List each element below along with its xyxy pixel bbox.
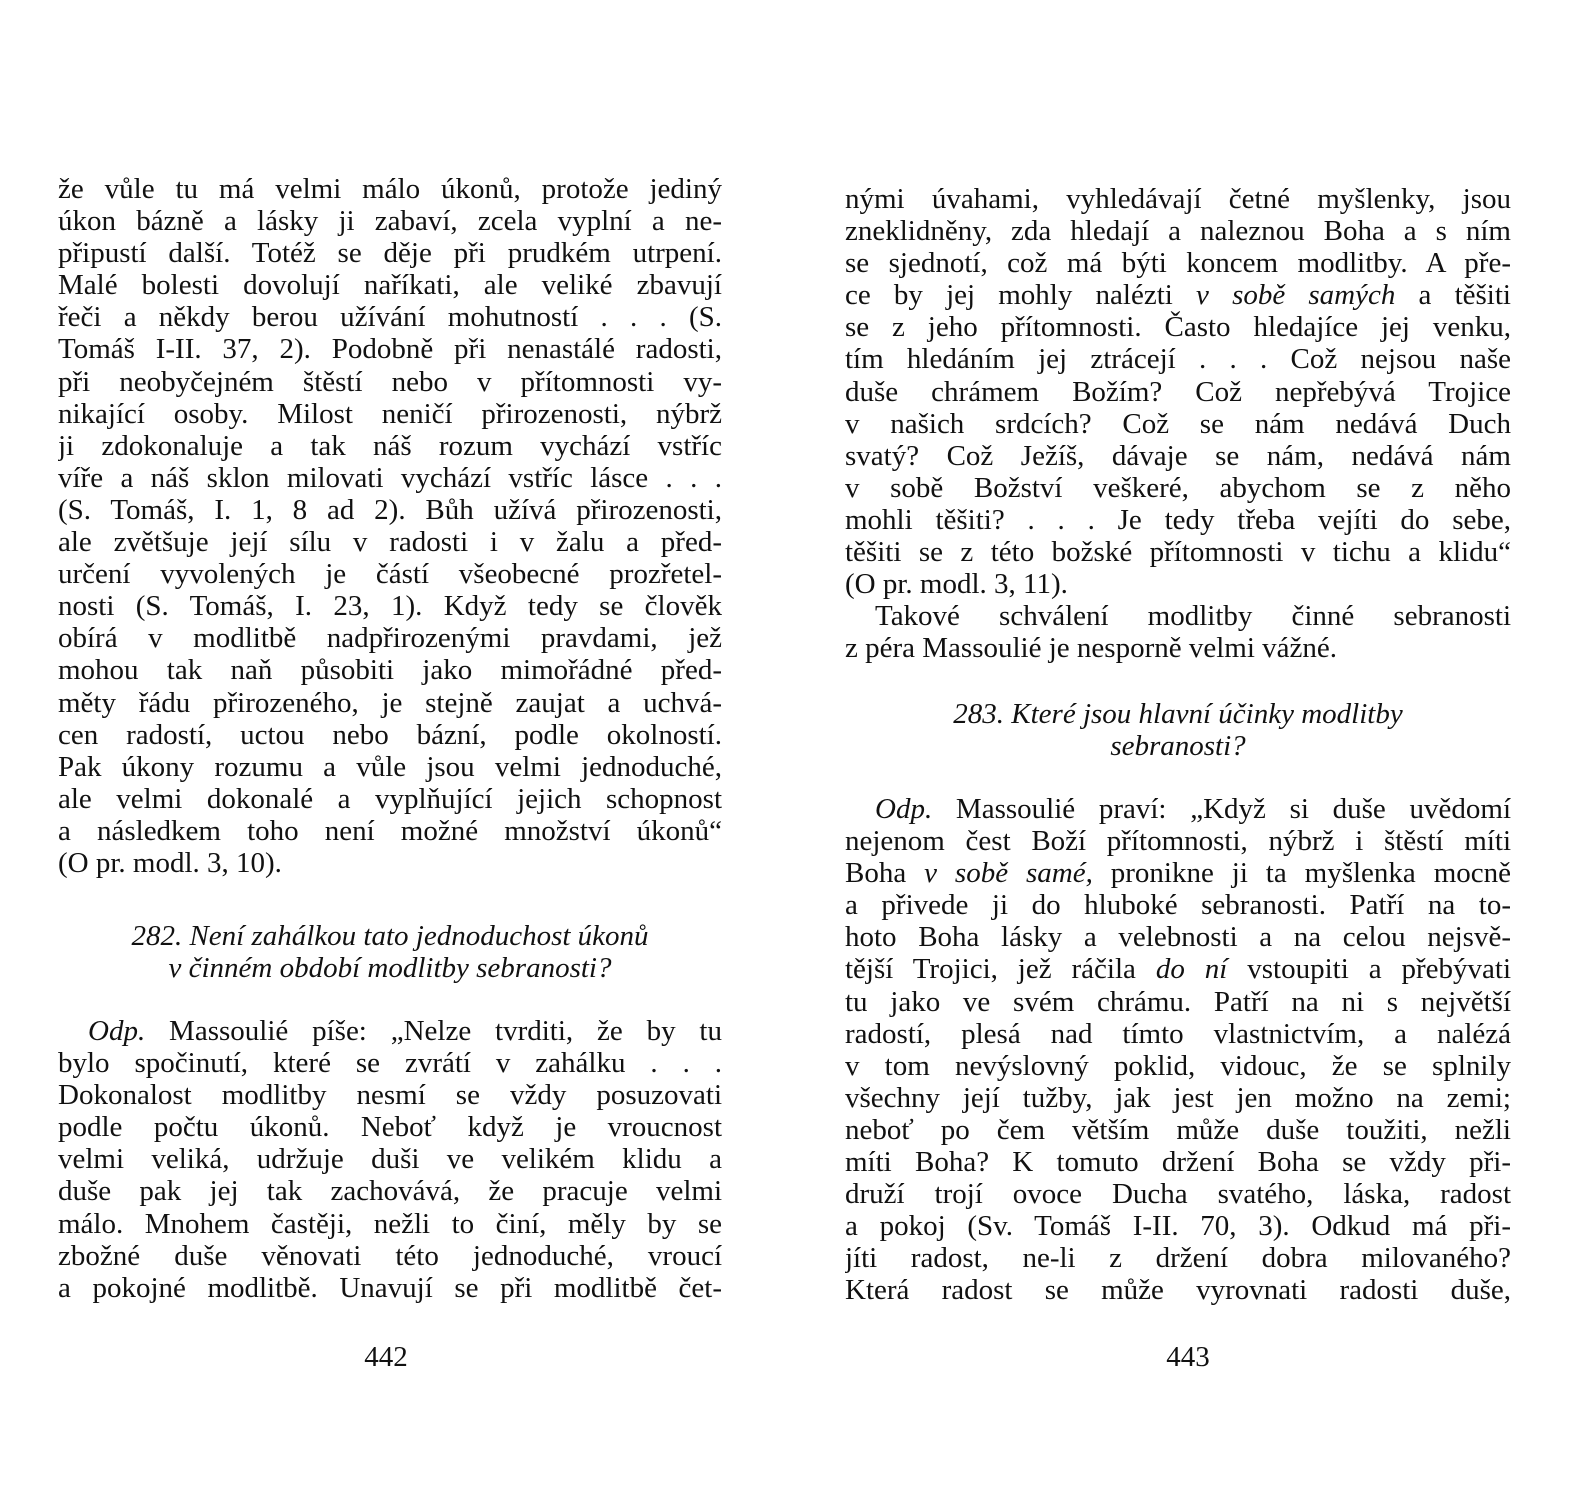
text-line: v sobě Božství veškeré, abychom se z něho [845, 471, 1511, 504]
question-heading-282 [58, 920, 722, 984]
page-number: 443 [1166, 1341, 1210, 1373]
text-line: Malé bolesti dovolují naříkati, ale veliké zbavují [58, 269, 722, 302]
answer-first-text: Massoulié praví: „Když si duše uvědomí [932, 793, 1511, 825]
text-line: duše pak jej tak zachovává, že pracuje velmi [58, 1175, 722, 1208]
right-page [785, 0, 1570, 1500]
text-line: mohou tak naň působiti jako mimořádné před- [58, 654, 722, 687]
text-line: a pokoj (Sv. Tomáš I-II. 70, 3). Odkud má při- [845, 1210, 1511, 1243]
text-line: mohli těšiti? . . . Je tedy třeba vejíti do sebe, [845, 503, 1511, 536]
text-line: bylo spočinutí, které se zvrátí v zahálku . . . [58, 1047, 722, 1080]
left-answer-paragraph [58, 1015, 722, 1304]
page-number: 442 [364, 1341, 408, 1373]
text-line: těšiti se z této božské přítomnosti v tichu a klidu“ [845, 536, 1511, 569]
answer-first-line [845, 793, 1511, 825]
text-line: nosti (S. Tomáš, I. 23, 1). Když tedy se člověk [58, 590, 722, 623]
text-line: cen radostí, uctou nebo bázní, podle okolností. [58, 718, 722, 751]
text-line: (O pr. modl. 3, 11). [845, 568, 1068, 601]
text-line-with-emphasis [845, 857, 1511, 889]
text-line: neboť po čem větším může duše toužiti, nežli [845, 1113, 1511, 1146]
text-line: v tom nevýslovný poklid, vidouc, že se splnily [845, 1049, 1511, 1082]
text-line: tím hledáním jej ztrácejí . . . Což nejsou naše [845, 343, 1511, 376]
emphasis-text: do ní [1155, 953, 1228, 986]
text-line: velmi veliká, udržuje duši ve velikém klidu a [58, 1143, 722, 1176]
text-line: podle počtu úkonů. Neboť když je vroucnost [58, 1111, 722, 1144]
answer-first-text: Massoulié píše: „Nelze tvrditi, že by tu [145, 1015, 722, 1047]
text-line: Dokonalost modlitby nesmí se vždy posuzovati [58, 1079, 722, 1112]
text-line: že vůle tu má velmi málo úkonů, protože jediný [58, 173, 722, 205]
text-line: v našich srdcích? Což se nám nedává Duch [845, 407, 1511, 440]
question-heading-283 [845, 698, 1511, 762]
text-line: při neobyčejném štěstí nebo v přítomnosti vy- [58, 365, 722, 398]
text-line: z péra Massoulié je nesporně velmi vážné. [845, 632, 1338, 665]
heading-line: 282. Není zahálkou tato jednoduchost úkonů [131, 920, 649, 952]
text-line: a přivede ji do hluboké sebranosti. Patří na to- [845, 889, 1511, 922]
text-line: a pokojné modlitbě. Unavují se při modlitbě čet- [58, 1271, 722, 1304]
answer-first-line [58, 1015, 722, 1047]
text-line: nikající osoby. Milost neničí přirozenosti, nýbrž [58, 397, 722, 430]
heading-line: 283. Které jsou hlavní účinky modlitby [953, 698, 1403, 730]
text-line: zneklidněny, zda hledají a naleznou Boha a s ním [845, 215, 1511, 248]
text-line: hoto Boha lásky a velebnosti a na celou nejsvě- [845, 921, 1511, 954]
answer-label: Odp. [875, 793, 933, 825]
text-line: Která radost se může vyrovnati radosti duše, [845, 1274, 1511, 1307]
text-line: úkon bázně a lásky ji zabaví, zcela vyplní a ne- [58, 205, 722, 238]
text-line: se sjednotí, což má býti koncem modlitby. A pře- [845, 247, 1511, 280]
text-line: svatý? Což Ježíš, dávaje se nám, nedává nám [845, 439, 1511, 472]
line-text: pronikne ji ta myšlenka mocně [1092, 857, 1511, 890]
emphasis-text: v sobě samých [1196, 279, 1396, 312]
text-line: (S. Tomáš, I. 1, 8 ad 2). Bůh užívá přirozenosti, [58, 493, 722, 526]
text-line: málo. Mnohem častěji, nežli to činí, měly by se [58, 1207, 722, 1240]
text-line: zbožné duše věnovati této jednoduché, vroucí [58, 1239, 722, 1272]
answer-label: Odp. [88, 1015, 146, 1047]
text-line: Takové schválení modlitby činné sebranosti [875, 600, 1511, 633]
text-line: nými úvahami, vyhledávají četné myšlenky, jsou [845, 183, 1511, 215]
line-text: ce by jej mohly nalézti [845, 279, 1197, 312]
text-line: (O pr. modl. 3, 10). [58, 846, 282, 879]
heading-line: sebranosti? [1110, 730, 1246, 763]
emphasis-text: v sobě samé, [924, 857, 1093, 890]
text-line: míti Boha? K tomuto držení Boha se vždy při- [845, 1146, 1511, 1179]
text-line: měty řádu přirozeného, je stejně zaujat a uchvá- [58, 686, 722, 719]
line-text: tější Trojici, jež ráčila [845, 953, 1156, 986]
line-text: a těšiti [1395, 279, 1511, 312]
text-line: připustí další. Totéž se děje při prudkém utrpení. [58, 237, 722, 270]
text-line: duše chrámem Božím? Což nepřebývá Trojice [845, 375, 1511, 408]
text-line: ji zdokonaluje a tak náš rozum vychází vstříc [58, 429, 722, 462]
text-line: ale velmi dokonalé a vyplňující jejich schopnost [58, 782, 722, 815]
right-top-paragraph [845, 183, 1511, 664]
text-line: víře a náš sklon milovati vychází vstříc lásce . . . [58, 461, 722, 494]
text-line: nejenom čest Boží přítomnosti, nýbrž i štěstí míti [845, 825, 1511, 858]
text-line: ale zvětšuje její sílu v radosti i v žalu a před- [58, 526, 722, 559]
text-line: jíti radost, ne-li z držení dobra milovaného? [845, 1242, 1511, 1275]
text-line-with-emphasis [845, 953, 1511, 985]
text-line: Pak úkony rozumu a vůle jsou velmi jednoduché, [58, 750, 722, 783]
text-line: tu jako ve svém chrámu. Patří na ni s největší [845, 985, 1511, 1018]
text-line: určení vyvolených je částí všeobecné prozřetel- [58, 558, 722, 591]
text-line: řeči a někdy berou užívání mohutností . . . (S. [58, 301, 722, 334]
text-line-with-emphasis [845, 279, 1511, 311]
right-answer-paragraph [845, 793, 1511, 1307]
text-line: se z jeho přítomnosti. Často hledajíce jej venku, [845, 311, 1511, 344]
heading-line: v činném období modlitby sebranosti? [168, 952, 612, 985]
left-top-paragraph [58, 173, 722, 879]
line-text: Boha [845, 857, 925, 890]
text-line: a následkem toho není možné množství úkonů“ [58, 814, 722, 847]
text-line: Tomáš I-II. 37, 2). Podobně při nenastálé radosti, [58, 333, 722, 366]
line-text: vstoupiti a přebývati [1227, 953, 1511, 986]
text-line: obírá v modlitbě nadpřirozenými pravdami, jež [58, 622, 722, 655]
text-line: všechny její tužby, jak jest jen možno na zemi; [845, 1081, 1511, 1114]
text-line: druží trojí ovoce Ducha svatého, láska, radost [845, 1178, 1511, 1211]
text-line: radostí, plesá nad tímto vlastnictvím, a nalézá [845, 1017, 1511, 1050]
